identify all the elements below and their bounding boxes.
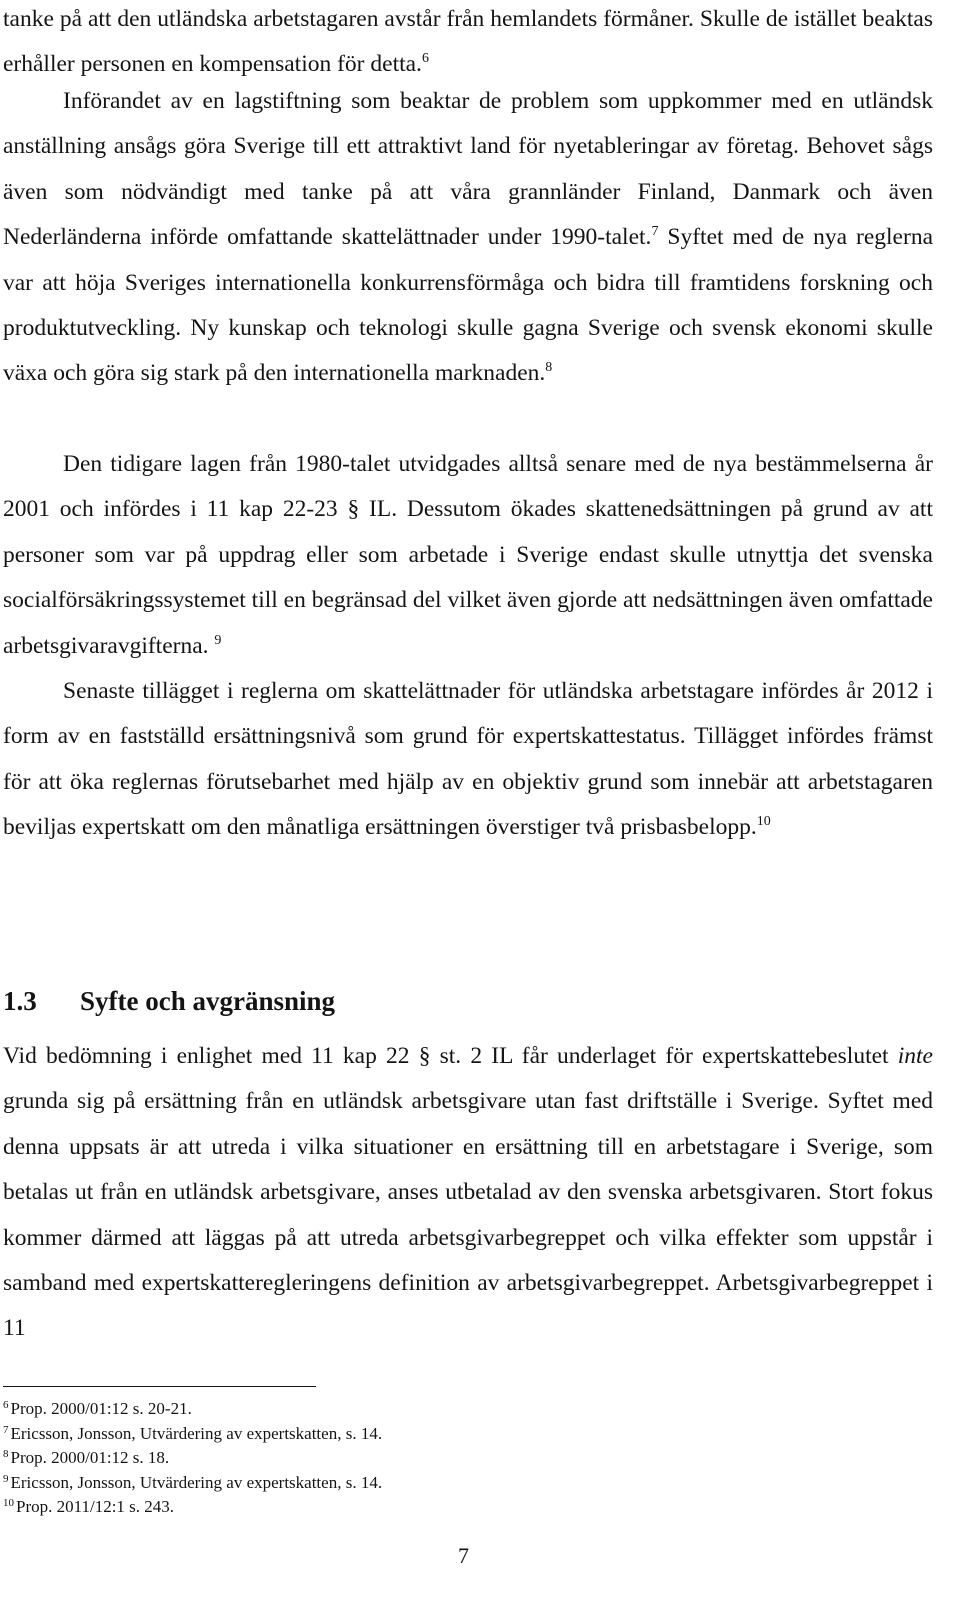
footnote-ref: 8 xyxy=(545,360,553,376)
paragraph xyxy=(3,442,933,669)
paragraph-text: Införandet av en lagstiftning som beaktar de problem som uppkommer med en utländsk anställning ansågs göra Sverige till ett attraktivt land för nyetableringar av företag. Behovet sågs även som nödvändigt med tanke på att våra grannländer Finland, Danmark och även Nederländerna införde omfattande skattelättnader under 1990-talet. xyxy=(3,88,933,251)
paragraph xyxy=(3,79,933,397)
section-heading xyxy=(3,986,335,1017)
paragraph-text: grunda sig på ersättning från en utländsk arbetsgivare utan fast driftställe i Sverige. Syftet med denna uppsats är att utreda i vilka situationer en ersättning till en arbetstagare i Sverige, som betalas ut från en utländsk arbetsgivare, anses utbetalad av den svenska arbetsgivaren. Stort fokus kommer därmed att läggas på att utreda arbetsgivarbegreppet och vilka effekter som uppstår i samband med expertskatteregleringens definition av arbetsgivarbegreppet. Arbetsgivarbegreppet i 11 xyxy=(3,1088,933,1342)
page-number: 7 xyxy=(458,1543,469,1568)
paragraph-text: Den tidigare lagen från 1980-talet utvidgades alltså senare med de nya bestämmelserna år 2001 och infördes i 11 kap 22-23 § IL. Dessutom ökades skattenedsättningen på grund av att personer som var på uppdrag eller som arbetade i Sverige endast skulle utnyttja det svenska socialförsäkringssystemet till en begränsad del vilket även gjorde att nedsättningen även omfattade arbetsgivaravgifterna. xyxy=(3,451,933,659)
paragraph xyxy=(3,1034,933,1352)
footnote-ref: 9 xyxy=(214,632,222,648)
footnote: $^7$ Ericsson, Jonsson, Utvärdering av expertskatten, s. 14. xyxy=(3,1423,383,1443)
footnote: $^6$ Prop. 2000/01:12 s. 20-21. xyxy=(3,1399,192,1418)
footnote-ref: 10 xyxy=(756,814,771,830)
paragraph-text: Senaste tillägget i reglerna om skattelättnader för utländska arbetstagare infördes år 2012 i form av en fastställd ersättningsnivå som grund för expertskattestatus. Tillägget infördes främst för att öka reglernas förutsebarhet med hjälp av en objektiv grund som innebär att arbetstagaren beviljas expertskatt om den månatliga ersättningen överstiger två prisbasbelopp. xyxy=(3,678,933,841)
footnotes xyxy=(3,1397,603,1520)
paragraph-text: Syftet med de nya reglerna var att höja Sveriges internationella konkurrensförmåga och bidra till framtidens forskning och produktutveckling. Ny kunskap och teknologi skulle gagna Sverige och svensk ekonomi skulle växa och göra sig stark på den internationella marknaden. xyxy=(3,224,933,387)
emphasis-text: inte xyxy=(897,1043,933,1069)
paragraph-text: Vid bedömning i enlighet med 11 kap 22 § st. 2 IL får underlaget för expertskattebeslutet xyxy=(3,1043,898,1069)
paragraph-text: tanke på att den utländska arbetstagaren avstår från hemlandets förmåner. Skulle de istället beaktas erhåller personen en kompensation för detta. xyxy=(3,6,933,78)
section-title: Syfte och avgränsning xyxy=(80,986,336,1016)
footnote: $^9$ Ericsson, Jonsson, Utvärdering av expertskatten, s. 14. xyxy=(3,1472,383,1492)
footnote: $^8$ Prop. 2000/01:12 s. 18. xyxy=(3,1448,170,1467)
footnote-ref: 6 xyxy=(421,51,429,67)
section-number: 1.3 xyxy=(3,986,37,1016)
footnote-ref: 7 xyxy=(651,224,659,240)
paragraph xyxy=(3,0,933,88)
footnote: $^{10}$ Prop. 2011/12:1 s. 243. xyxy=(3,1497,175,1516)
footnote-separator xyxy=(3,1386,316,1387)
paragraph xyxy=(3,669,933,851)
